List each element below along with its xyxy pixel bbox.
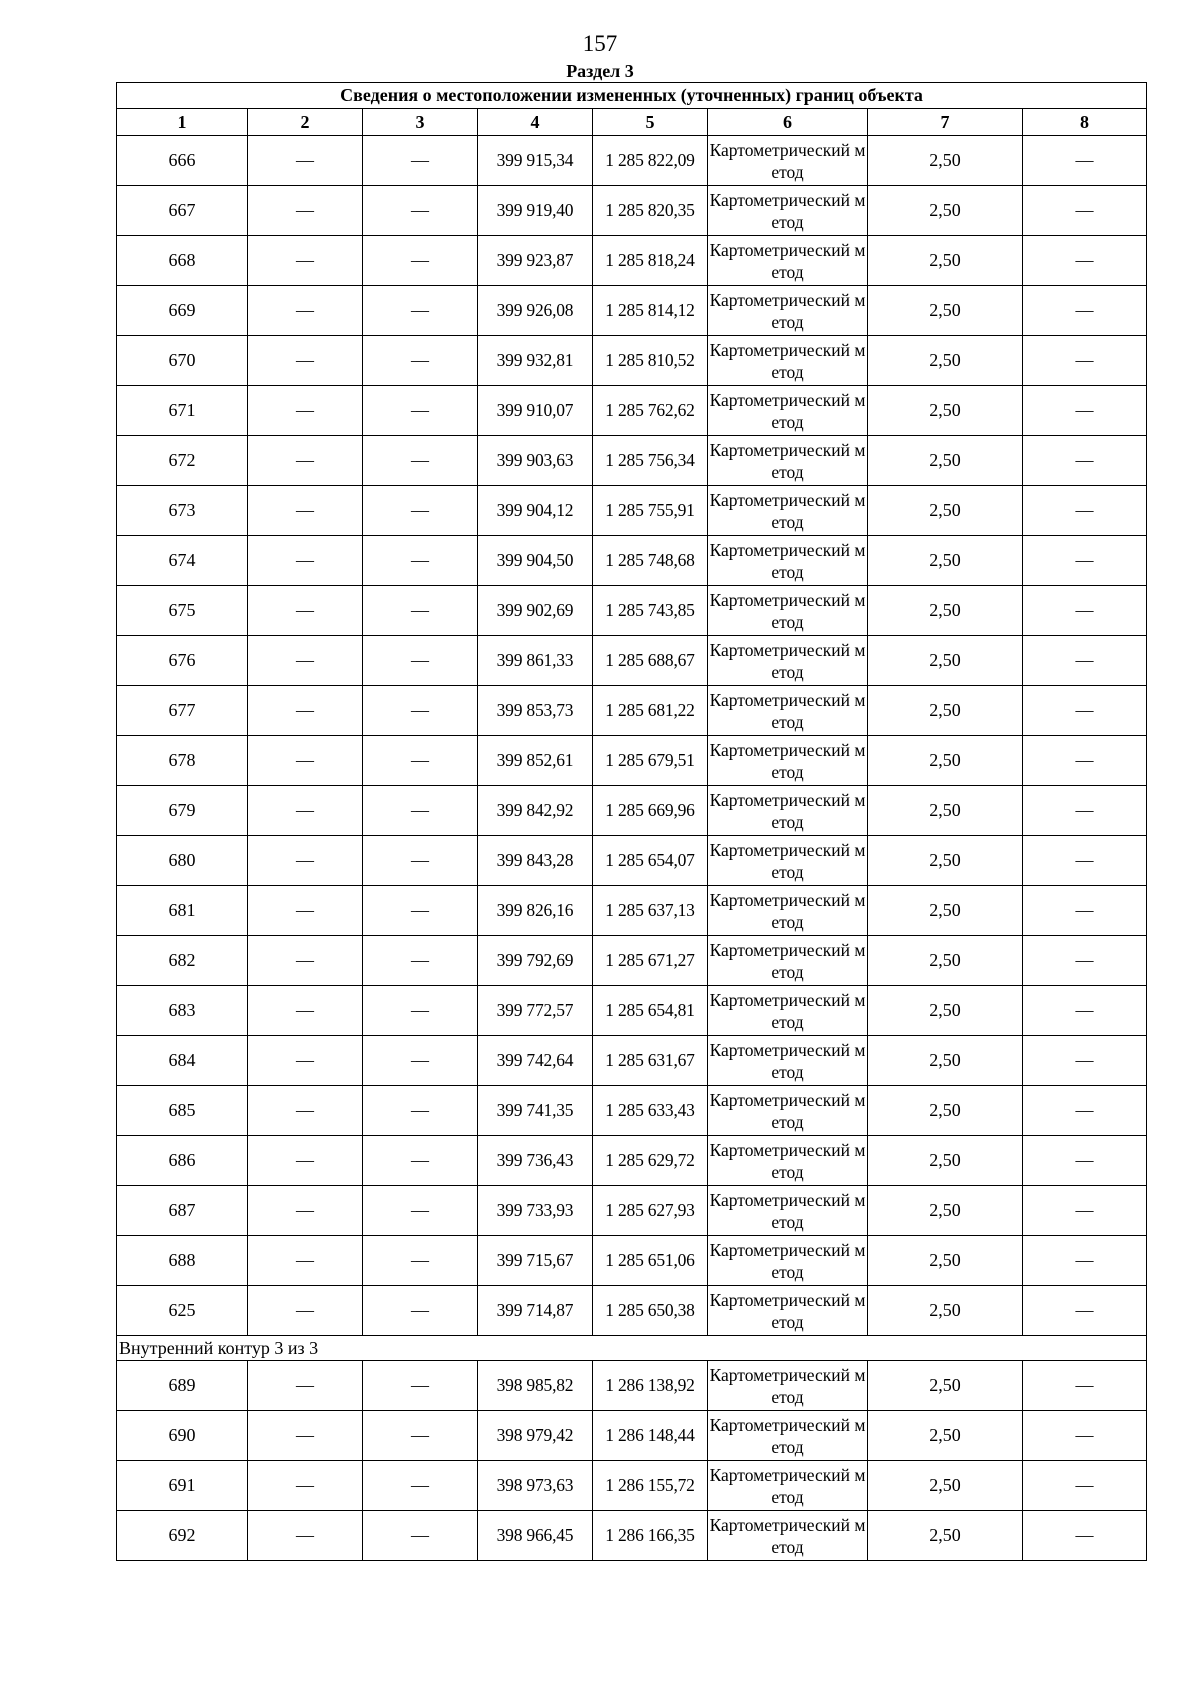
table-body xyxy=(117,136,1147,1561)
table-cell: 689 xyxy=(117,1361,248,1411)
table-cell: — xyxy=(1023,1411,1147,1461)
column-number: 1 xyxy=(117,109,248,136)
table-cell: Картометрический метод xyxy=(708,836,868,886)
table-cell: — xyxy=(1023,186,1147,236)
table-cell: 399 741,35 xyxy=(478,1086,593,1136)
table-row xyxy=(117,236,1147,286)
table-cell: — xyxy=(363,386,478,436)
table-cell: 398 979,42 xyxy=(478,1411,593,1461)
table-cell: 1 285 820,35 xyxy=(593,186,708,236)
table-row xyxy=(117,886,1147,936)
table-cell: 1 285 633,43 xyxy=(593,1086,708,1136)
column-number: 8 xyxy=(1023,109,1147,136)
table-cell: 1 286 148,44 xyxy=(593,1411,708,1461)
table-cell: — xyxy=(363,686,478,736)
table-cell: 2,50 xyxy=(868,736,1023,786)
table-cell: — xyxy=(1023,536,1147,586)
contour-label-row xyxy=(117,1336,1147,1361)
table-cell: Картометрический метод xyxy=(708,336,868,386)
table-cell: Картометрический метод xyxy=(708,1086,868,1136)
column-number-row xyxy=(117,109,1147,136)
table-cell: 686 xyxy=(117,1136,248,1186)
table-row xyxy=(117,686,1147,736)
table-cell: 399 915,34 xyxy=(478,136,593,186)
table-cell: — xyxy=(363,1361,478,1411)
table-cell: 2,50 xyxy=(868,1136,1023,1186)
table-cell: Картометрический метод xyxy=(708,986,868,1036)
table-cell: 2,50 xyxy=(868,336,1023,386)
table-cell: — xyxy=(363,186,478,236)
table-cell: 399 904,50 xyxy=(478,536,593,586)
table-cell: — xyxy=(248,836,363,886)
table-cell: — xyxy=(1023,736,1147,786)
table-cell: 677 xyxy=(117,686,248,736)
table-cell: 399 903,63 xyxy=(478,436,593,486)
table-cell: — xyxy=(1023,286,1147,336)
table-cell: 1 285 637,13 xyxy=(593,886,708,936)
table-cell: 2,50 xyxy=(868,1036,1023,1086)
table-row xyxy=(117,786,1147,836)
table-cell: — xyxy=(363,636,478,686)
table-cell: Картометрический метод xyxy=(708,286,868,336)
table-cell: — xyxy=(1023,486,1147,536)
section-title: Раздел 3 xyxy=(566,61,634,81)
table-cell: — xyxy=(1023,1036,1147,1086)
table-cell: — xyxy=(1023,1361,1147,1411)
table-cell: 1 285 810,52 xyxy=(593,336,708,386)
table-cell: — xyxy=(363,536,478,586)
table-cell: — xyxy=(363,436,478,486)
table-cell: — xyxy=(1023,586,1147,636)
table-cell: 1 286 138,92 xyxy=(593,1361,708,1411)
table-row xyxy=(117,736,1147,786)
table-cell: 399 826,16 xyxy=(478,886,593,936)
table-cell: 2,50 xyxy=(868,486,1023,536)
table-cell: — xyxy=(248,636,363,686)
table-cell: 1 285 631,67 xyxy=(593,1036,708,1086)
table-cell: — xyxy=(248,586,363,636)
table-cell: 2,50 xyxy=(868,436,1023,486)
table-cell: 2,50 xyxy=(868,1236,1023,1286)
table-cell: — xyxy=(1023,1086,1147,1136)
table-cell: — xyxy=(363,136,478,186)
table-cell: — xyxy=(248,936,363,986)
table-cell: 1 285 748,68 xyxy=(593,536,708,586)
table-cell: — xyxy=(248,736,363,786)
table-cell: — xyxy=(363,486,478,536)
table-cell: 1 285 756,34 xyxy=(593,436,708,486)
table-cell: — xyxy=(248,886,363,936)
table-cell: 668 xyxy=(117,236,248,286)
table-cell: 2,50 xyxy=(868,236,1023,286)
table-cell: 399 923,87 xyxy=(478,236,593,286)
page-number: 157 xyxy=(582,31,618,56)
table-cell: — xyxy=(1023,636,1147,686)
table-cell: 1 286 155,72 xyxy=(593,1461,708,1511)
table-cell: — xyxy=(248,686,363,736)
table-cell: 399 736,43 xyxy=(478,1136,593,1186)
table-cell: — xyxy=(1023,936,1147,986)
table-cell: 399 902,69 xyxy=(478,586,593,636)
table-cell: 399 861,33 xyxy=(478,636,593,686)
table-cell: 399 853,73 xyxy=(478,686,593,736)
table-cell: Картометрический метод xyxy=(708,1186,868,1236)
table-cell: Картометрический метод xyxy=(708,636,868,686)
table-cell: — xyxy=(1023,836,1147,886)
table-cell: 2,50 xyxy=(868,636,1023,686)
table-cell: 687 xyxy=(117,1186,248,1236)
table-cell: — xyxy=(1023,386,1147,436)
table-cell: — xyxy=(363,836,478,886)
table-cell: Картометрический метод xyxy=(708,486,868,536)
table-cell: 2,50 xyxy=(868,1286,1023,1336)
table-cell: — xyxy=(248,186,363,236)
table-cell: 1 285 679,51 xyxy=(593,736,708,786)
table-cell: 682 xyxy=(117,936,248,986)
table-cell: — xyxy=(1023,1136,1147,1186)
table-cell: 1 285 671,27 xyxy=(593,936,708,986)
table-cell: — xyxy=(363,286,478,336)
table-cell: Картометрический метод xyxy=(708,1411,868,1461)
table-cell: 399 926,08 xyxy=(478,286,593,336)
table-cell: 1 285 762,62 xyxy=(593,386,708,436)
table-cell: 2,50 xyxy=(868,586,1023,636)
table-cell: 399 852,61 xyxy=(478,736,593,786)
table-cell: 2,50 xyxy=(868,1461,1023,1511)
table-cell: 691 xyxy=(117,1461,248,1511)
table-row xyxy=(117,136,1147,186)
table-cell: Картометрический метод xyxy=(708,886,868,936)
table-cell: — xyxy=(1023,786,1147,836)
table-cell: — xyxy=(1023,1461,1147,1511)
table-row xyxy=(117,336,1147,386)
table-cell: 399 733,93 xyxy=(478,1186,593,1236)
table-cell: 2,50 xyxy=(868,1186,1023,1236)
table-row xyxy=(117,386,1147,436)
table-cell: 625 xyxy=(117,1286,248,1336)
table-cell: 398 966,45 xyxy=(478,1511,593,1561)
table-row xyxy=(117,1511,1147,1561)
table-cell: Картометрический метод xyxy=(708,686,868,736)
table-cell: 1 285 654,81 xyxy=(593,986,708,1036)
table-row xyxy=(117,1186,1147,1236)
table-cell: 1 286 166,35 xyxy=(593,1511,708,1561)
table-cell: 2,50 xyxy=(868,1411,1023,1461)
table-cell: 666 xyxy=(117,136,248,186)
table-cell: Картометрический метод xyxy=(708,1461,868,1511)
table-cell: Картометрический метод xyxy=(708,586,868,636)
table-row xyxy=(117,1411,1147,1461)
table-cell: 672 xyxy=(117,436,248,486)
table-cell: — xyxy=(363,936,478,986)
column-number: 7 xyxy=(868,109,1023,136)
table-cell: Картометрический метод xyxy=(708,786,868,836)
table-cell: 1 285 814,12 xyxy=(593,286,708,336)
table-cell: 1 285 627,93 xyxy=(593,1186,708,1236)
table-cell: 399 904,12 xyxy=(478,486,593,536)
table-row xyxy=(117,286,1147,336)
table-cell: 1 285 651,06 xyxy=(593,1236,708,1286)
table-cell: 671 xyxy=(117,386,248,436)
table-cell: — xyxy=(363,1236,478,1286)
table-cell: — xyxy=(248,1086,363,1136)
table-cell: — xyxy=(363,1511,478,1561)
table-cell: 1 285 755,91 xyxy=(593,486,708,536)
table-cell: Картометрический метод xyxy=(708,236,868,286)
table-cell: 1 285 629,72 xyxy=(593,1136,708,1186)
table-cell: — xyxy=(248,1411,363,1461)
table-cell: 2,50 xyxy=(868,286,1023,336)
table-cell: 690 xyxy=(117,1411,248,1461)
table-cell: 1 285 669,96 xyxy=(593,786,708,836)
table-cell: Картометрический метод xyxy=(708,736,868,786)
table-cell: — xyxy=(248,336,363,386)
table-cell: — xyxy=(1023,236,1147,286)
table-cell: Картометрический метод xyxy=(708,1136,868,1186)
table-cell: Картометрический метод xyxy=(708,536,868,586)
table-cell: 2,50 xyxy=(868,936,1023,986)
table-cell: — xyxy=(248,1286,363,1336)
table-cell: 399 792,69 xyxy=(478,936,593,986)
table-cell: — xyxy=(248,436,363,486)
table-cell: Картометрический метод xyxy=(708,1236,868,1286)
table-cell: — xyxy=(248,1136,363,1186)
table-row xyxy=(117,636,1147,686)
table-cell: 674 xyxy=(117,536,248,586)
table-cell: — xyxy=(248,236,363,286)
table-cell: — xyxy=(363,1411,478,1461)
table-cell: — xyxy=(363,1086,478,1136)
table-row xyxy=(117,836,1147,886)
table-cell: 2,50 xyxy=(868,186,1023,236)
table-cell: 679 xyxy=(117,786,248,836)
table-cell: 1 285 743,85 xyxy=(593,586,708,636)
table-row xyxy=(117,1461,1147,1511)
table-cell: 2,50 xyxy=(868,536,1023,586)
table-cell: — xyxy=(248,786,363,836)
table-cell: — xyxy=(248,1236,363,1286)
table-cell: — xyxy=(363,1461,478,1511)
table-cell: 692 xyxy=(117,1511,248,1561)
table-cell: — xyxy=(248,136,363,186)
table-cell: — xyxy=(363,736,478,786)
table-cell: Картометрический метод xyxy=(708,436,868,486)
table-row xyxy=(117,586,1147,636)
table-cell: — xyxy=(248,1186,363,1236)
table-cell: 399 919,40 xyxy=(478,186,593,236)
table-cell: — xyxy=(248,986,363,1036)
table-row xyxy=(117,1361,1147,1411)
table-cell: 1 285 822,09 xyxy=(593,136,708,186)
table-cell: 673 xyxy=(117,486,248,536)
table-cell: Картометрический метод xyxy=(708,1036,868,1086)
column-number: 4 xyxy=(478,109,593,136)
table-cell: — xyxy=(363,336,478,386)
table-cell: 688 xyxy=(117,1236,248,1286)
table-cell: — xyxy=(363,986,478,1036)
table-cell: Картометрический метод xyxy=(708,136,868,186)
table-cell: 2,50 xyxy=(868,986,1023,1036)
table-row xyxy=(117,1286,1147,1336)
table-cell: — xyxy=(1023,986,1147,1036)
table-cell: — xyxy=(248,1461,363,1511)
table-cell: 399 714,87 xyxy=(478,1286,593,1336)
table-row xyxy=(117,1236,1147,1286)
table-cell: — xyxy=(1023,1236,1147,1286)
table-cell: — xyxy=(248,1511,363,1561)
table-cell: — xyxy=(363,586,478,636)
table-cell: 678 xyxy=(117,736,248,786)
column-number: 2 xyxy=(248,109,363,136)
table-cell: — xyxy=(1023,336,1147,386)
table-cell: 676 xyxy=(117,636,248,686)
table-cell: — xyxy=(248,286,363,336)
table-cell: 680 xyxy=(117,836,248,886)
table-cell: — xyxy=(363,1136,478,1186)
contour-label: Внутренний контур 3 из 3 xyxy=(117,1336,1147,1361)
table-cell: — xyxy=(363,236,478,286)
table-caption: Сведения о местоположении измененных (уточненных) границ объекта xyxy=(117,83,1147,109)
table-cell: 667 xyxy=(117,186,248,236)
boundary-coordinates-table xyxy=(116,82,1147,1561)
table-cell: 675 xyxy=(117,586,248,636)
table-row xyxy=(117,1086,1147,1136)
table-cell: Картометрический метод xyxy=(708,1286,868,1336)
table-row xyxy=(117,536,1147,586)
table-row xyxy=(117,1136,1147,1186)
table-cell: 398 973,63 xyxy=(478,1461,593,1511)
table-cell: 1 285 818,24 xyxy=(593,236,708,286)
table-cell: 1 285 681,22 xyxy=(593,686,708,736)
table-cell: Картометрический метод xyxy=(708,936,868,986)
table-cell: 2,50 xyxy=(868,686,1023,736)
table-cell: 670 xyxy=(117,336,248,386)
column-number: 3 xyxy=(363,109,478,136)
table-cell: — xyxy=(1023,1511,1147,1561)
table-cell: 399 932,81 xyxy=(478,336,593,386)
table-cell: 399 910,07 xyxy=(478,386,593,436)
table-cell: — xyxy=(363,1186,478,1236)
table-cell: 1 285 688,67 xyxy=(593,636,708,686)
table-cell: Картометрический метод xyxy=(708,1511,868,1561)
table-cell: 399 772,57 xyxy=(478,986,593,1036)
table-cell: — xyxy=(1023,886,1147,936)
table-cell: 2,50 xyxy=(868,886,1023,936)
table-row xyxy=(117,436,1147,486)
table-cell: 399 715,67 xyxy=(478,1236,593,1286)
table-row xyxy=(117,1036,1147,1086)
table-cell: — xyxy=(1023,1186,1147,1236)
table-row xyxy=(117,486,1147,536)
table-cell: — xyxy=(1023,1286,1147,1336)
table-cell: 1 285 654,07 xyxy=(593,836,708,886)
table-cell: 2,50 xyxy=(868,136,1023,186)
table-cell: 2,50 xyxy=(868,1086,1023,1136)
table-cell: — xyxy=(1023,436,1147,486)
table-row xyxy=(117,936,1147,986)
table-cell: — xyxy=(363,886,478,936)
table-cell: — xyxy=(363,1036,478,1086)
table-cell: — xyxy=(248,1361,363,1411)
table-cell: 2,50 xyxy=(868,1361,1023,1411)
table-cell: 685 xyxy=(117,1086,248,1136)
table-cell: Картометрический метод xyxy=(708,386,868,436)
table-cell: Картометрический метод xyxy=(708,186,868,236)
table-cell: 2,50 xyxy=(868,1511,1023,1561)
table-cell: — xyxy=(248,1036,363,1086)
table-cell: 684 xyxy=(117,1036,248,1086)
table-cell: — xyxy=(1023,686,1147,736)
table-cell: 681 xyxy=(117,886,248,936)
table-cell: 399 742,64 xyxy=(478,1036,593,1086)
table-cell: 2,50 xyxy=(868,386,1023,436)
table-cell: — xyxy=(248,386,363,436)
table-cell: 399 843,28 xyxy=(478,836,593,886)
table-cell: — xyxy=(363,1286,478,1336)
table-cell: — xyxy=(248,486,363,536)
table-cell: 398 985,82 xyxy=(478,1361,593,1411)
table-cell: 2,50 xyxy=(868,836,1023,886)
table-cell: — xyxy=(363,786,478,836)
table-cell: 1 285 650,38 xyxy=(593,1286,708,1336)
table-cell: 669 xyxy=(117,286,248,336)
column-number: 5 xyxy=(593,109,708,136)
table-cell: 2,50 xyxy=(868,786,1023,836)
table-row xyxy=(117,986,1147,1036)
table-cell: 683 xyxy=(117,986,248,1036)
table-cell: — xyxy=(248,536,363,586)
table-cell: — xyxy=(1023,136,1147,186)
table-cell: 399 842,92 xyxy=(478,786,593,836)
table-row xyxy=(117,186,1147,236)
column-number: 6 xyxy=(708,109,868,136)
table-cell: Картометрический метод xyxy=(708,1361,868,1411)
